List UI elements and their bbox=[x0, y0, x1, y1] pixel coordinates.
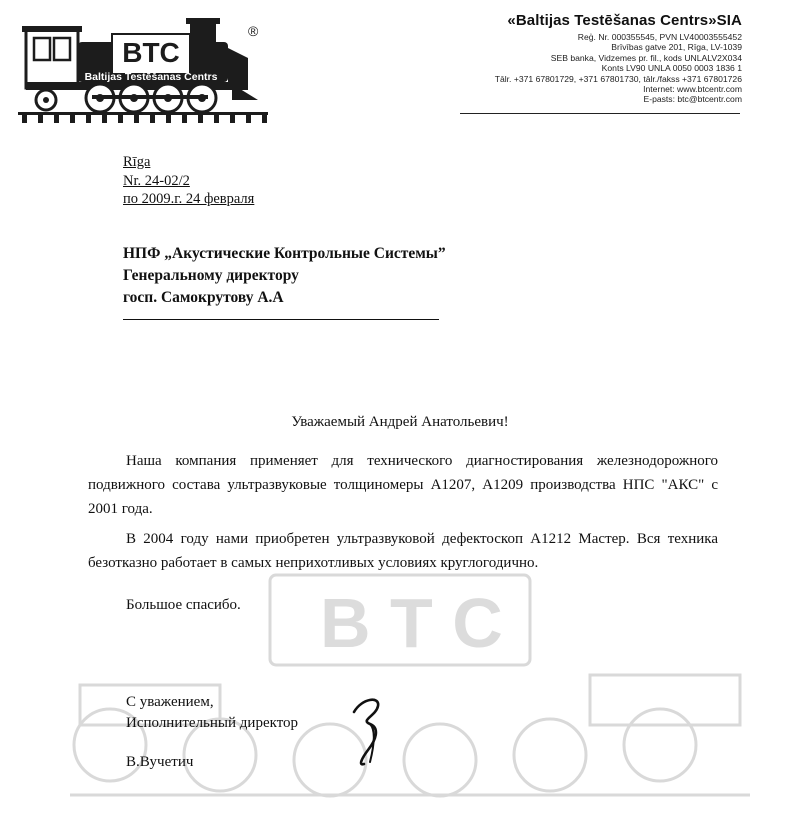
registered-mark: ® bbox=[248, 23, 259, 39]
handwritten-signature bbox=[340, 690, 400, 770]
svg-text:B T C: B T C bbox=[320, 584, 503, 662]
addressee-position: Генеральному директору bbox=[123, 267, 299, 284]
closing-title: Исполнительный директор bbox=[126, 715, 299, 731]
company-email: E-pasts: btc@btcentr.com bbox=[643, 94, 742, 105]
signer-name: В.Вучетич bbox=[126, 754, 194, 770]
paragraph-1: Наша компания применяет для технического диагностирования железнодорожного подвижного состава ультразвуковые толщиномеры А1207, А1209 производства НПС "АКС" с 2001 года. bbox=[88, 453, 718, 517]
company-details bbox=[495, 32, 742, 105]
reference-date: по 2009.г. 24 февраля bbox=[123, 191, 255, 207]
btc-locomotive-logo bbox=[22, 18, 262, 118]
addressee-org: НПФ „Акустические Контрольные Системы” bbox=[123, 245, 446, 262]
company-header bbox=[495, 12, 742, 105]
company-bank: SEB banka, Vidzemes pr. fil., kods UNLALV2X034 bbox=[550, 52, 742, 63]
closing-block bbox=[126, 692, 298, 734]
addressee-underline bbox=[123, 319, 439, 320]
railway-track-icon bbox=[18, 110, 268, 124]
header-rule bbox=[460, 113, 740, 114]
addressee-block bbox=[123, 243, 446, 309]
logo-btc-lettering: BTC bbox=[122, 37, 180, 68]
company-reg-number: Reģ. Nr. 000355545, PVN LV40003555452 bbox=[577, 32, 742, 42]
reference-city: Rīga bbox=[123, 154, 151, 170]
reference-number: Nr. 24-02/2 bbox=[123, 172, 190, 189]
company-name: «Baltijas Testēšanas Centrs»SIA bbox=[507, 12, 742, 29]
closing-regards: С уважением, bbox=[126, 694, 214, 710]
paragraph-2: В 2004 году нами приобретен ультразвуковой дефектоскоп А1212 Мастер. Вся техника безотказно работает в самых неприхотливых условиях круглогодично. bbox=[88, 531, 718, 571]
logo-subtitle: Baltijas Testēšanas Centrs bbox=[84, 71, 218, 83]
company-phone: Tālr. +371 67801729, +371 67801730, tālr./fakss +371 67801726 bbox=[494, 73, 742, 84]
addressee-name: госп. Самокрутову А.А bbox=[123, 289, 284, 306]
company-account: Konts LV90 UNLA 0050 0003 1836 1 bbox=[601, 63, 742, 74]
reference-block bbox=[123, 153, 254, 209]
company-website: Internet: www.btcentr.com bbox=[643, 84, 742, 95]
thanks-line: Большое спасибо. bbox=[126, 597, 241, 613]
stamp-watermark bbox=[70, 555, 750, 825]
letter-body bbox=[88, 449, 718, 581]
salutation: Уважаемый Андрей Анатольевич! bbox=[291, 414, 509, 430]
company-address: Brīvības gatve 201, Rīga, LV-1039 bbox=[611, 42, 742, 53]
